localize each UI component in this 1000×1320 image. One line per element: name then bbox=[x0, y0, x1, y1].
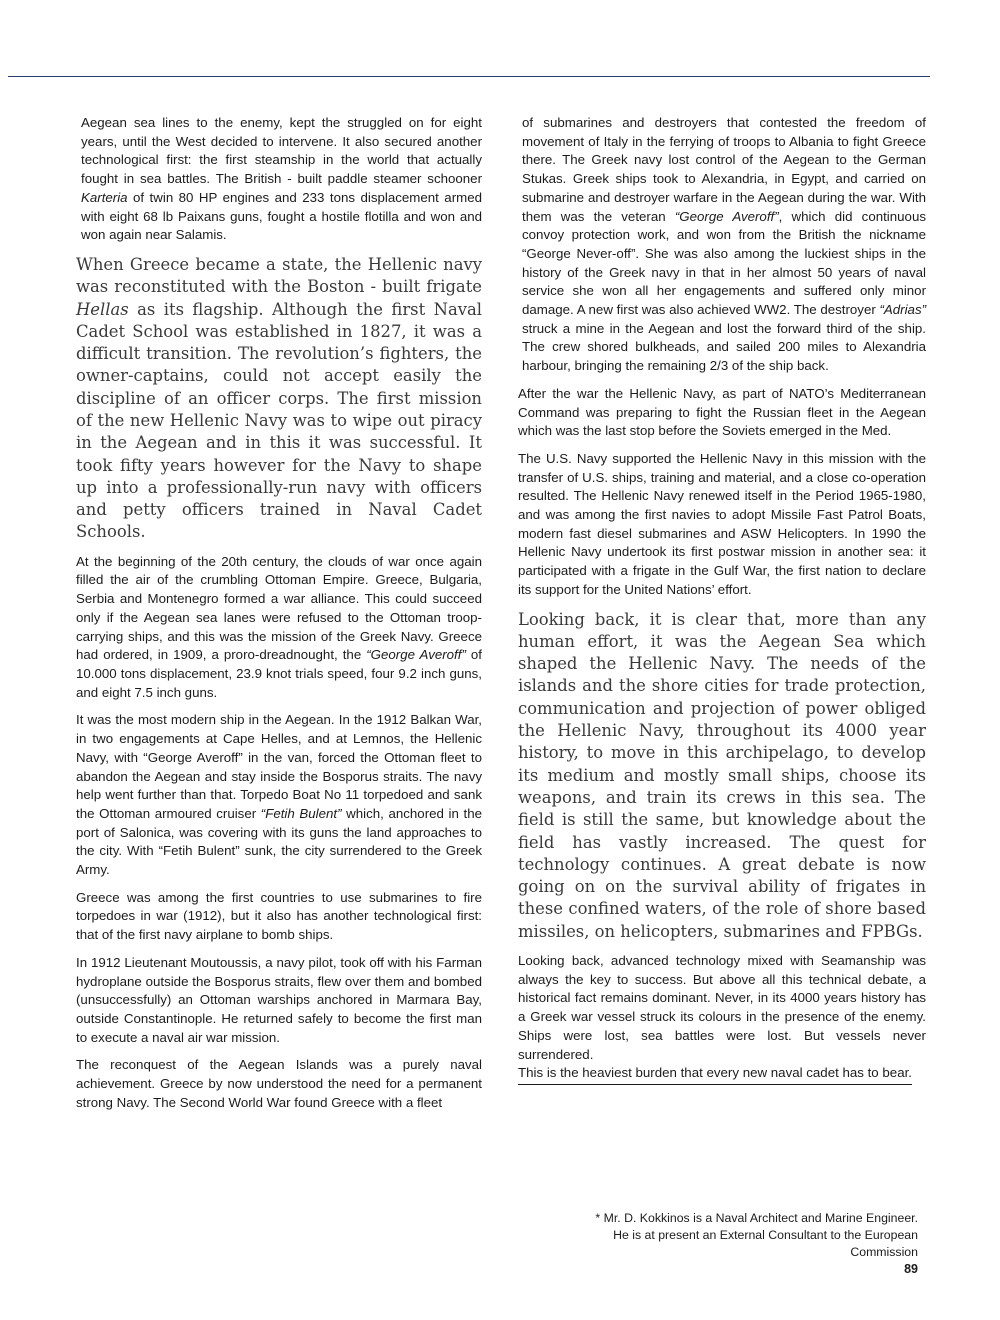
paragraph: After the war the Hellenic Navy, as part of NATO’s Mediterranean Command was preparing to fight the Russian fleet in the Aegean which was the last stop before the Soviets emerged in the Med. bbox=[518, 385, 926, 439]
author-footnote: * Mr. D. Kokkinos is a Naval Architect and Marine Engineer. He is at present an External Consultant to the European Commission bbox=[595, 1211, 918, 1259]
paragraph: At the beginning of the 20th century, the clouds of war once again filled the air of the crumbling Ottoman Empire. Greece, Bulgaria, Serbia and Montenegro formed a war alliance. This could succeed only if the Aegean sea lanes were refused to the Ottoman troop-carrying ships, and this was the mission of the Greek Navy. Greece had ordered, in 1909, a proro-dreadnought, the “George Averoff” of 10.000 tons displacement, 23.9 knot trials speed, four 9.2 inch guns, and eight 7.5 inch guns. bbox=[76, 553, 482, 700]
header-rule bbox=[8, 76, 930, 77]
right-column bbox=[518, 114, 926, 1094]
paragraph: Greece was among the first countries to use submarines to fire torpedoes in war (1912), but it also has another technological first: that of the first navy airplane to bomb ships. bbox=[76, 889, 482, 943]
pull-quote: When Greece became a state, the Hellenic navy was reconstituted with the Boston - built frigate Hellas as its flagship. Although the first Naval Cadet School was established in 1827, it was a difficult transition. The revolution’s fighters, the owner-captains, could not accept easily the discipline of an officer corps. The first mission of the new Hellenic Navy was to wipe out piracy in the Aegean and in this it was successful. It took fifty years however for the Navy to shape up into a professionally-run navy with officers and petty officers trained in Naval Cadet Schools. bbox=[76, 254, 482, 542]
closing-statement: This is the heaviest burden that every new naval cadet has to bear. bbox=[518, 1064, 912, 1085]
page-number: 89 bbox=[904, 1262, 918, 1276]
paragraph: Looking back, advanced technology mixed with Seamanship was always the key to success. But above all this technical debate, a historical fact remains dominant. Never, in its 4000 years history has a Greek war vessel struck its colours in the presence of the enemy. Ships were lost, sea battles were lost. But vessels never surrendered. This is the heaviest burden that every new naval cadet has to bear. bbox=[518, 952, 926, 1085]
paragraph: It was the most modern ship in the Aegean. In the 1912 Balkan War, in two engagements at Cape Helles, and at Lemnos, the Hellenic Navy, with “George Averoff” in the van, forced the Ottoman fleet to abandon the Aegean and stay inside the Bosporus straits. The navy help went further than that. Torpedo Boat No 11 torpedoed and sank the Ottoman armoured cruiser “Fetih Bulent” which, anchored in the port of Salonica, was covering with its guns the land approaches to the city. With “Fetih Bulent” sunk, the city surrendered to the Greek Army. bbox=[76, 712, 482, 878]
paragraph: of submarines and destroyers that contested the freedom of movement of Italy in the ferrying of troops to Albania to fight Greece there. The Greek navy lost control of the Aegean to the German Stukas. Greek ships took to Alexandria, in Egypt, and carried on submarine and destroyer warfare in the Aegean during the war. With them was the veteran “George Averoff”, which did continuous convoy protection work, and won from the British the nickname “George Never-off”. She was also among the luckiest ships in the history of the Greek navy in that in her almost 50 years of naval service she won all her engagements and suffered only minor damage. A new first was also achieved WW2. The destroyer “Adrias” struck a mine in the Aegean and lost the forward third of the ship. The crew shored bulkheads, and sailed 200 miles to Alexandria harbour, bringing the remaining 2/3 of the ship back. bbox=[522, 115, 927, 374]
paragraph: Aegean sea lines to the enemy, kept the struggled on for eight years, until the West decided to intervene. It also secured another technological first: the first steamship in the world that actually fought in sea battles. The British - built paddle steamer schooner Karteria of twin 80 HP engines and 233 tons displacement armed with eight 68 lb Paixans guns, fought a hostile flotilla and won and won again near Salamis. bbox=[81, 115, 482, 243]
paragraph: In 1912 Lieutenant Moutoussis, a navy pilot, took off with his Farman hydroplane outside the Bosporus straits, flew over them and bombed (unsuccessfully) an Ottoman warships anchored in Marmara Bay, outside Constantinople. He returned safely to become the first man to execute a naval air war mission. bbox=[76, 954, 482, 1045]
paragraph: The reconquest of the Aegean Islands was a purely naval achievement. Greece by now understood the need for a permanent strong Navy. The Second World War found Greece with a fleet bbox=[76, 1057, 482, 1110]
paragraph: The U.S. Navy supported the Hellenic Navy in this mission with the transfer of U.S. ships, training and material, and a close co-operation resulted. The Hellenic Navy renewed itself in the Period 1965-1980, and was among the first navies to adopt Missile Fast Patrol Boats, modern fast diesel submarines and ASW Helicopters. In 1990 the Hellenic Navy undertook its first postwar mission in another sea: it participated with a frigate in the Gulf War, the first nation to declare its support for the United Nations’ effort. bbox=[518, 450, 926, 597]
pull-quote: Looking back, it is clear that, more than any human effort, it was the Aegean Sea which shaped the Hellenic Navy. The needs of the islands and the shore cities for trade protection, communication and projection of power obliged the Hellenic Navy, throughout its 4000 year history, to move in this archipelago, to develop its medium and mostly small ships, choose its weapons, and train its crews in this sea. The field is still the same, but knowledge about the field has vastly increased. The quest for technology continues. A great debate is now going on on the survival ability of frigates in these confined waters, of the role of shore based missiles, on helicopters, submarines and FPBGs. bbox=[518, 609, 926, 941]
left-column bbox=[76, 114, 482, 1121]
